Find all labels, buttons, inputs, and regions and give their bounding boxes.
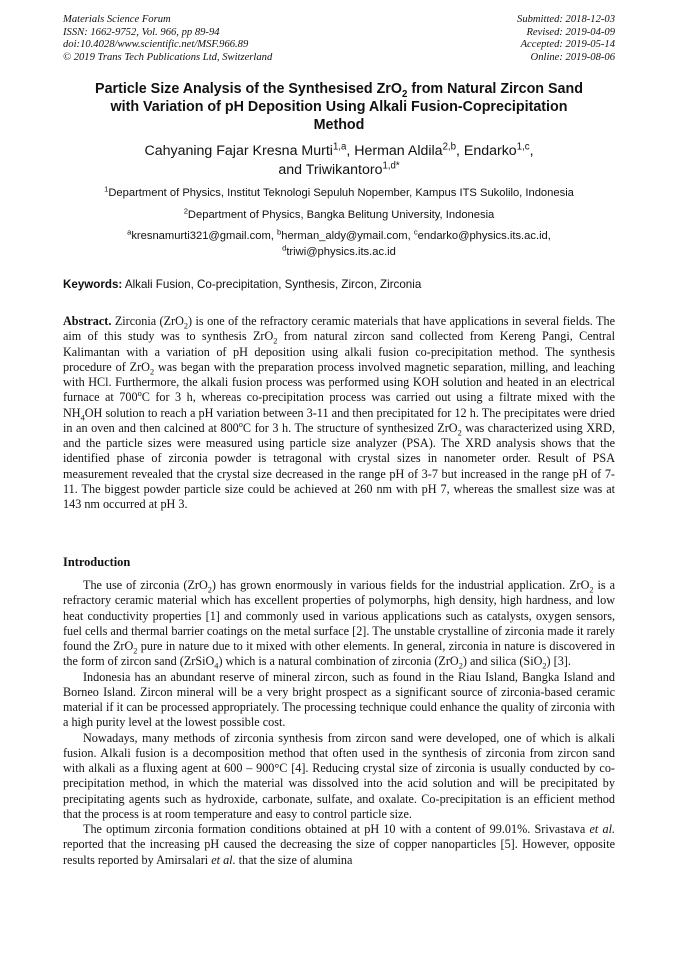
- email-d[interactable]: triwi@physics.its.ac.id: [286, 245, 396, 258]
- intro-paragraph-3: Nowadays, many methods of zirconia synthesis from zircon sand were developed, one of which is alkali fusion. Alkali fusion is a decomposition method that often used in the synthesis of zirconia from zircon sand with alkali as a fluxing agent at 600 – 900°C [4]. Reducing crystal size of zirconia is usually conducted by co-precipitation method, in which the material was dissolved into the acid solution and will be precipitated by precipitating agents such as hydroxide, carbonate, sulfate, and oxalate. Co-precipitation is an efficient method that the process is at room temperature and easy to control particle size.: [63, 730, 615, 821]
- author-line-2: and Triwikantoro$^{1,d*}$: [278, 160, 400, 178]
- keywords: [63, 278, 421, 292]
- doi: doi:10.4028/www.scientific.net/MSF.966.89: [63, 39, 249, 51]
- email-b[interactable]: herman_aldy@ymail.com: [281, 230, 408, 242]
- author-aldila: Herman Aldila: [354, 143, 443, 159]
- accepted-date: Accepted: 2019-05-14: [520, 39, 615, 51]
- title-line-1: Particle Size Analysis of the Synthesised ZrO$_2$ from Natural Zircon Sand: [95, 81, 583, 100]
- abstract-label: Abstract.: [63, 314, 112, 328]
- keywords-label: Keywords:: [63, 278, 123, 291]
- copyright: © 2019 Trans Tech Publications Ltd, Switzerland: [63, 51, 273, 63]
- affiliation-1: $^1$Department of Physics, Institut Teknologi Sepuluh Nopember, Kampus ITS Sukolilo, Indonesia: [104, 184, 574, 199]
- journal-name: Materials Science Forum: [63, 14, 171, 25]
- online-date: Online: 2019-08-06: [530, 51, 615, 63]
- keywords-text: Alkali Fusion, Co-precipitation, Synthesis, Zircon, Zirconia: [124, 278, 422, 291]
- publication-info: [63, 14, 272, 64]
- author-list: [60, 142, 618, 180]
- affiliation-2: $^2$Department of Physics, Bangka Belitung University, Indonesia: [183, 206, 495, 221]
- author-emails: $^a$kresnamurti321@gmail.com, $^b$herman_aldy@ymail.com, $^c$endarko@physics.its.ac.id, $^d$triwi@physics.its.ac.id: [127, 227, 551, 258]
- section-heading-introduction: Introduction: [63, 555, 131, 569]
- paper-title: [50, 80, 628, 134]
- intro-paragraph-2: Indonesia has an abundant reserve of mineral zircon, such as found in the Riau Island, Bangka Island and Borneo Island. Zircon mineral will be a very bright prospect as a significant source of zirconia-based ceramic material if it can be processed appropriately. The processing technique could enhance the quality of zirconia with a high purity level at the lowest possible cost.: [63, 669, 615, 730]
- submitted-date: Submitted: 2018-12-03: [517, 14, 615, 25]
- email-a[interactable]: kresnamurti321@gmail.com: [131, 230, 271, 242]
- intro-paragraph-4: The optimum zirconia formation conditions obtained at pH 10 with a content of 99.01%. Srivastava et al. reported that the increasing pH caused the decreasing the size of copper nanoparticles [5]. However, opposite results reported by Amirsalari et al. that the size of alumina: [63, 822, 615, 867]
- email-c[interactable]: endarko@physics.its.ac.id: [417, 230, 548, 242]
- intro-paragraph-1: The use of zirconia (ZrO$_2$) has grown enormously in various fields for the industrial application. ZrO$_2$ is a refractory ceramic material which has excellent properties of polymorphs, high density, high hardness, and low heat conductivity properties [1] and commonly used in various applications such as catalysts, oxygen sensors, fuel cells and thermal barrier coatings on the metal surface [2]. The unstable crystalline of zirconia made it rarely found the ZrO$_2$ pure in nature due to it mixed with other elements. In general, zirconia in nature is discovered in the form of zircon sand (ZrSiO$_4$) which is a natural combination of zirconia (ZrO$_2$) and silica (SiO$_2$) [3].: [63, 578, 615, 671]
- author-line-1: Cahyaning Fajar Kresna Murti$^{1,a}$, Herman Aldila$^{2,b}$, Endarko$^{1,c}$,: [144, 141, 534, 159]
- author-triwikantoro: and Triwikantoro: [278, 162, 383, 178]
- author-endarko: Endarko: [463, 143, 517, 159]
- title-line-2: with Variation of pH Deposition Using Alkali Fusion-Coprecipitation: [110, 99, 568, 115]
- author-murti: Cahyaning Fajar Kresna Murti: [144, 143, 333, 159]
- revised-date: Revised: 2019-04-09: [526, 26, 615, 38]
- publication-dates: [517, 14, 615, 64]
- title-line-3: Method: [313, 117, 365, 133]
- introduction-body: [63, 578, 615, 868]
- abstract: Abstract. Zirconia (ZrO$_2$) is one of the refractory ceramic materials that have applications in several fields. The aim of this study was to synthesis ZrO$_2$ from natural zircon sand collected from Kereng Pangi, Central Kalimantan with a variation of pH deposition using alkali fusion co-precipitation method. The synthesis procedure of ZrO$_2$ was began with the preparation process involved magnetic separation, milling, and leaching with HCl. Furthermore, the alkali fusion process was performed using KOH solution and heated in an electrical furnace at 700$^o$C for 3 h, whereas co-precipitation process was carried out using a filtrate mixed with the $NH_4OH$ solution to reach a pH variation between 3-11 and then precipitated for 12 h. The precipitates were dried in an oven and then calcined at 800$^o$C for 3 h. The structure of synthesized ZrO$_2$ was characterized using XRD, and the particle sizes were measured using particle size analyzer (PSA). The XRD analysis shows that the identified phase of zirconia powder is tetragonal with crystal sizes in nanometer order. Result of PSA measurement revealed that the crystal size decreased in the range pH of 3-7 but increased in the range pH of 7-11. The biggest powder particle size could be achieved at 260 nm with pH 7, whereas the smallest size was at 143 nm occurred at pH 3.: [63, 314, 616, 511]
- issn: ISSN: 1662-9752, Vol. 966, pp 89-94: [63, 26, 220, 38]
